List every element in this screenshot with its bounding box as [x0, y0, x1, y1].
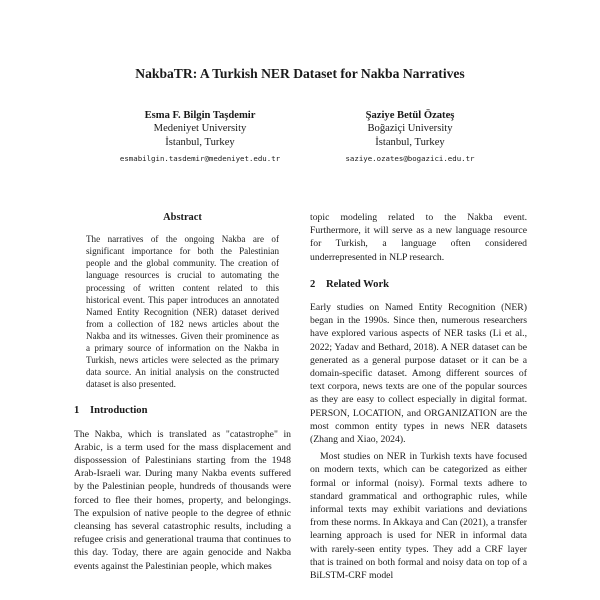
author-location: İstanbul, Turkey — [375, 136, 445, 148]
section-number: 1 — [74, 405, 80, 417]
author-name: Şaziye Betül Özateş — [365, 110, 455, 121]
section-title: Related Work — [326, 278, 390, 290]
author-affiliation: Medeniyet University — [153, 123, 247, 135]
introduction-paragraph: The Nakba, which is translated as "catastrophe" in Arabic, is a term used for the mass displacement and dispossession of Palestinians starting from the 1948 Arab-Israeli war. During many Nakba events suffered by the Palestinian people, hundreds of thousands were forced to flee their homes, property, and belongings. The expulsion of native people to the degree of ethnic cleansing has several catastrophic results, including a refugee crisis and generational trauma that continues to this day. Today, there are again genocide and Nakba events against the Palestinian people, which makes — [74, 428, 291, 572]
introduction-continuation: topic modeling related to the Nakba event. Furthermore, it will serve as a new language resource for Turkish, a language often considered underrepresented in NLP research. — [310, 212, 527, 263]
author-email[interactable]: saziye.ozates@bogazici.edu.tr — [345, 154, 475, 164]
author-location: İstanbul, Turkey — [165, 136, 235, 148]
section-heading-related-work — [310, 278, 527, 291]
right-column — [310, 211, 527, 582]
author-block-2 — [290, 109, 530, 166]
paper-title: NakbaTR: A Turkish NER Dataset for Nakba Narratives — [135, 66, 465, 81]
related-work-paragraph: Early studies on Named Entity Recognition (NER) began in the 1990s. Since then, numerous researchers have explored various aspects of NER tasks (Li et al., 2022; Yadav and Bethard, 2018). A NER dataset can be generated as a general purpose dataset or it can be a domain-specific dataset. Among different sources of text corpora, news texts are one of the popular sources as they are easy to collect especially in digital format. PERSON, LOCATION, and ORGANIZATION are the most common entity types in news NER datasets (Zhang and Xiao, 2024). — [310, 302, 527, 446]
abstract-heading: Abstract — [163, 212, 202, 223]
related-work-paragraph: Most studies on NER in Turkish texts have focused on modern texts, which can be categorized as either formal or informal (noisy). Formal texts adhere to standard grammatical and orthographic rules, while informal texts may exhibit variations and deviations from these norms. In Akkaya and Can (2021), a transfer learning approach is used for NER in informal data with rarely-seen entity types. They add a CRF layer that is trained on both formal and noisy data on top of a BiLSTM-CRF model — [310, 451, 527, 582]
section-number: 2 — [310, 278, 316, 290]
section-heading-introduction — [74, 404, 291, 417]
abstract-text: The narratives of the ongoing Nakba are of significant importance for both the Palestinian people and the global community. The creation of language resources is crucial to automating the processing of written content related to this historical event. This paper introduces an annotated Named Entity Recognition (NER) dataset derived from a collection of 182 news articles about the Nakba and its witnesses. Given their prominence as a primary source of information on the Nakba in Turkish, news articles were selected as the primary data source. An initial analysis on the constructed dataset is also presented. — [86, 234, 279, 390]
left-column — [74, 211, 291, 573]
author-email[interactable]: esmabilgin.tasdemir@medeniyet.edu.tr — [119, 154, 281, 164]
author-affiliation: Boğaziçi University — [367, 123, 453, 135]
author-name: Esma F. Bilgin Taşdemir — [144, 110, 256, 121]
author-block-1 — [80, 109, 320, 166]
section-title: Introduction — [90, 405, 148, 417]
